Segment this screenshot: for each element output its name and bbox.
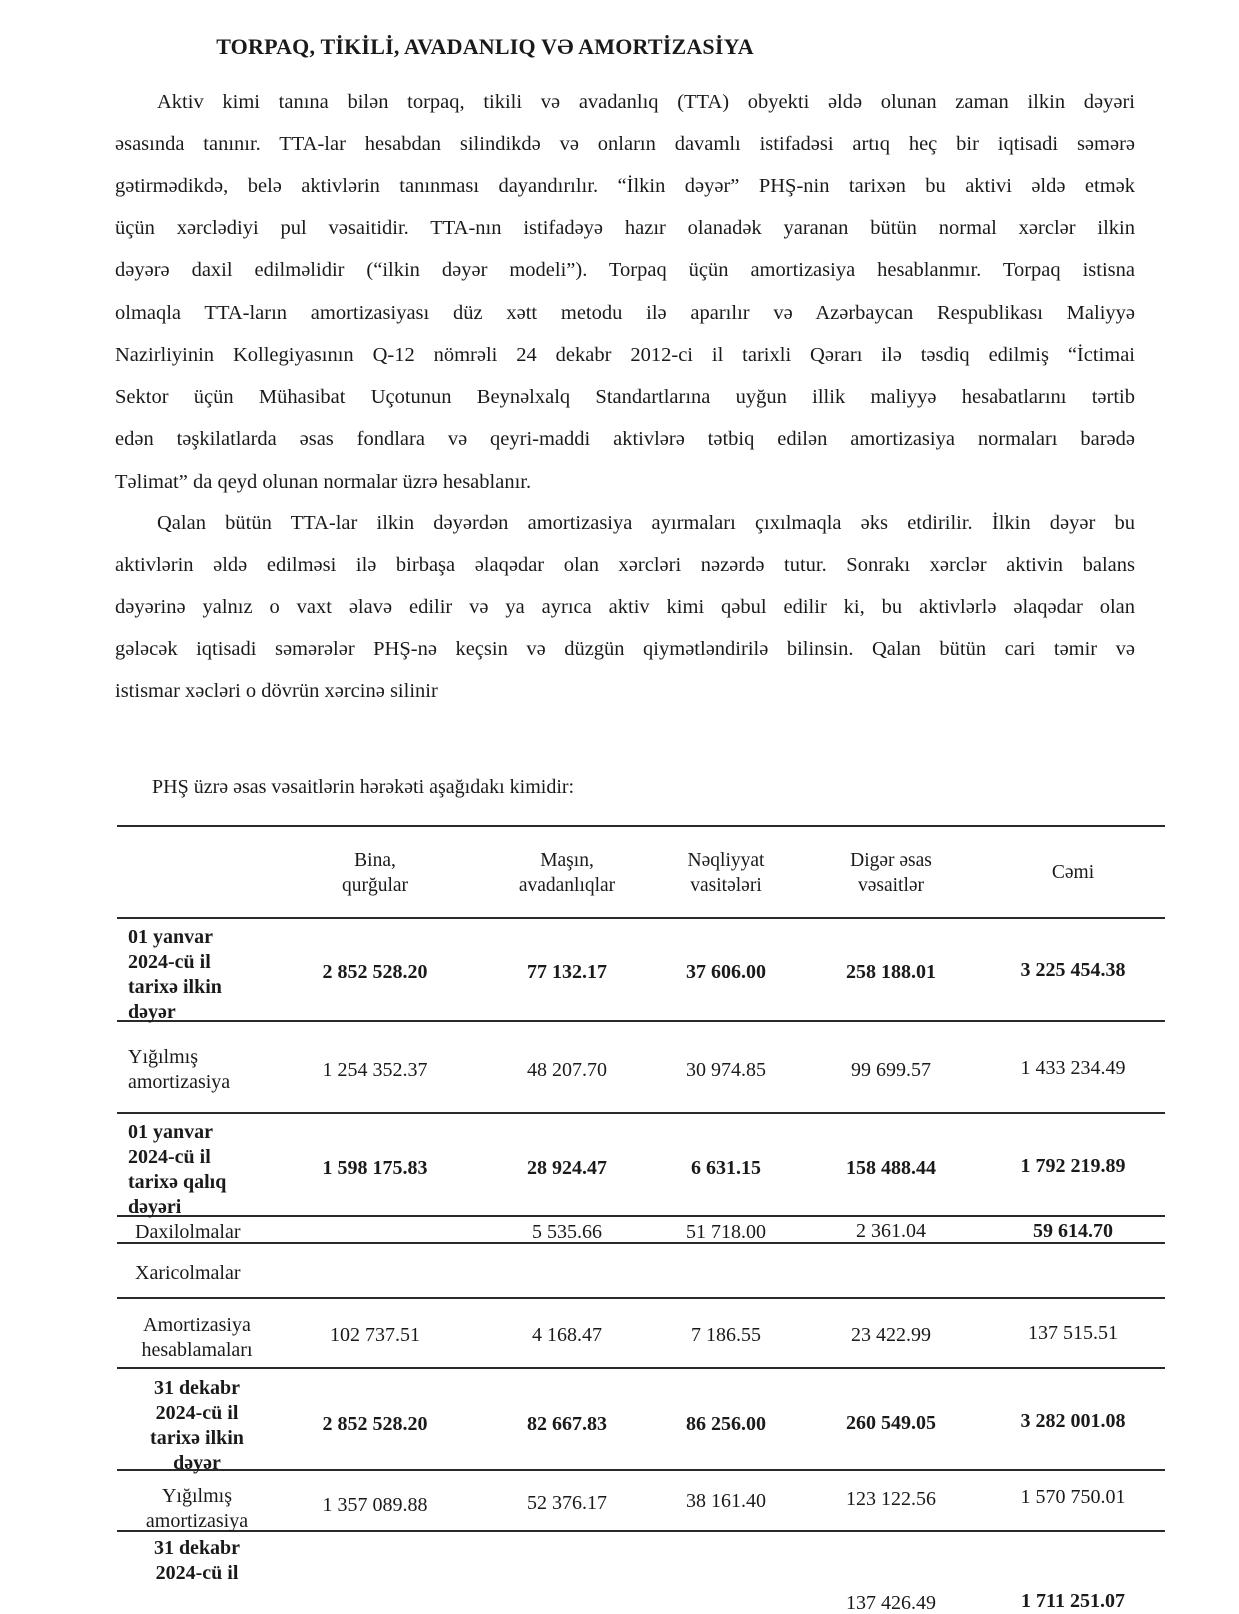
cell-value: 1 711 251.07 — [1021, 1590, 1125, 1612]
paragraph-line: dəyərə daxil edilməlidir (“ilkin dəyər modeli”). Torpaq üçün amortizasiya hesablanmır. Torpaq istisna — [115, 259, 1135, 281]
table-rule — [117, 1297, 1165, 1299]
paragraph-line: olmaqla TTA-ların amortizasiyası düz xətt metodu ilə aparılır və Azərbaycan Respublikası Maliyyə — [115, 302, 1135, 324]
row-label: 31 dekabr 2024-cü il tarixə ilkin dəyər — [150, 1377, 244, 1474]
cell-value: 2 852 528.20 — [322, 1413, 428, 1435]
cell-value: 7 186.55 — [691, 1324, 761, 1346]
table-rule — [117, 1367, 1165, 1369]
row-label: Amortizasiya hesablamaları — [141, 1314, 253, 1361]
column-header-other-assets: Digər əsas vəsaitlər — [850, 850, 932, 896]
table-rule — [117, 917, 1165, 919]
cell-value: 2 852 528.20 — [322, 961, 428, 983]
cell-value: 123 122.56 — [846, 1488, 936, 1510]
cell-value: 137 515.51 — [1028, 1322, 1118, 1344]
row-label: Daxilolmalar — [135, 1221, 241, 1243]
table-rule — [117, 1112, 1165, 1114]
cell-value: 137 426.49 — [846, 1592, 936, 1614]
cell-value: 51 718.00 — [686, 1221, 766, 1243]
table-rule — [117, 1020, 1165, 1022]
cell-value: 77 132.17 — [527, 961, 607, 983]
paragraph-line: gətirmədikdə, belə aktivlərin tanınması dayandırılır. “İlkin dəyər” PHŞ-nin tarixən bu aktivi əldə etmək — [115, 175, 1135, 197]
paragraph-line: Nazirliyinin Kollegiyasının Q-12 nömrəli 24 dekabr 2012-ci il tarixli Qərarı ilə təsdiq edilmiş “İctimai — [115, 344, 1135, 366]
cell-value: 258 188.01 — [846, 961, 936, 983]
column-header-total: Cəmi — [1051, 862, 1095, 883]
table-rule — [117, 1215, 1165, 1217]
cell-value: 38 161.40 — [686, 1490, 766, 1512]
cell-value: 30 974.85 — [686, 1059, 766, 1081]
paragraph-line: əsasında tanınır. TTA-lar hesabdan silindikdə və onların davamlı istifadəsi artıq heç bir iqtisadi səmərə — [115, 133, 1135, 155]
cell-value: 1 792 219.89 — [1020, 1155, 1126, 1177]
paragraph-line: Aktiv kimi tanına bilən torpaq, tikili və avadanlıq (TTA) obyekti əldə olunan zaman ilkin dəyəri — [157, 91, 1135, 113]
cell-value: 52 376.17 — [527, 1492, 607, 1514]
cell-value: 158 488.44 — [846, 1157, 936, 1179]
cell-value: 48 207.70 — [527, 1059, 607, 1081]
cell-value: 4 168.47 — [532, 1324, 602, 1346]
cell-value: 1 598 175.83 — [322, 1157, 428, 1179]
cell-value: 260 549.05 — [846, 1412, 936, 1434]
paragraph-line: gələcək iqtisadi səmərələr PHŞ-nə keçsin və düzgün qiymətləndirilə bilinsin. Qalan bütün cari təmir və — [115, 638, 1135, 660]
cell-value: 37 606.00 — [686, 961, 766, 983]
cell-value: 102 737.51 — [330, 1324, 420, 1346]
column-header-machinery: Maşın, avadanlıqlar — [518, 850, 616, 896]
cell-value: 99 699.57 — [851, 1059, 931, 1081]
section-title: TORPAQ, TİKİLİ, AVADANLIQ VƏ AMORTİZASİYA — [216, 34, 754, 59]
cell-value: 59 614.70 — [1033, 1220, 1113, 1242]
paragraph-line: Təlimat” da qeyd olunan normalar üzrə hesablanır. — [115, 471, 532, 493]
column-header-vehicles: Nəqliyyat vasitələri — [687, 850, 765, 896]
paragraph-line: istismar xəcləri o dövrün xərcinə silinir — [115, 680, 438, 702]
cell-value: 82 667.83 — [527, 1413, 607, 1435]
row-label: Yığılmış amortizasiya — [145, 1485, 249, 1532]
paragraph-line: aktivlərin əldə edilməsi ilə birbaşa əlaqədar olan xərcləri nəzərdə tutur. Sonrakı xərclər aktivin balans — [115, 554, 1135, 576]
table-row-closing-net-value — [0, 1536, 1239, 1614]
row-label: 01 yanvar 2024-cü il tarixə ilkin dəyər — [128, 926, 222, 1023]
cell-value: 2 361.04 — [856, 1220, 926, 1242]
paragraph-line: Qalan bütün TTA-lar ilkin dəyərdən amortizasiya ayırmaları çıxılmaqla əks etdirilir. İlkin dəyər bu — [157, 512, 1135, 534]
row-label: 31 dekabr 2024-cü il — [153, 1537, 241, 1584]
table-caption: PHŞ üzrə əsas vəsaitlərin hərəkəti aşağıdakı kimidir: — [152, 776, 575, 798]
cell-value: 28 924.47 — [527, 1157, 607, 1179]
paragraph-line: edən təşkilatlarda əsas fondlara və qeyri-maddi aktivlərə tətbiq edilən amortizasiya normaları barədə — [115, 428, 1135, 450]
cell-value: 1 570 750.01 — [1020, 1486, 1126, 1508]
cell-value: 1 254 352.37 — [322, 1059, 428, 1081]
paragraph-line: Sektor üçün Mühasibat Uçotunun Beynəlxalq Standartlarına uyğun illik maliyyə hesabatlarını tərtib — [115, 386, 1135, 408]
cell-value: 1 357 089.88 — [322, 1494, 428, 1516]
cell-value: 6 631.15 — [691, 1157, 761, 1179]
cell-value: 1 433 234.49 — [1020, 1057, 1126, 1079]
paragraph-line: dəyərinə yalnız o vaxt əlavə edilir və ya ayrıca aktiv kimi qəbul edilir ki, bu aktivlərlə əlaqədar olan — [115, 596, 1135, 618]
table-rule-top — [117, 825, 1165, 827]
column-header-buildings: Bina, qurğular — [341, 850, 409, 896]
cell-value: 23 422.99 — [851, 1324, 931, 1346]
row-label: Yığılmış amortizasiya — [128, 1046, 231, 1093]
cell-value: 3 225 454.38 — [1020, 959, 1126, 981]
paragraph-line: üçün xərclədiyi pul vəsaitidir. TTA-nın istifadəyə hazır olanadək yaranan bütün normal xərclər ilkin — [115, 217, 1135, 239]
cell-value: 5 535.66 — [532, 1221, 602, 1243]
cell-value: 86 256.00 — [686, 1413, 766, 1435]
row-label: Xaricolmalar — [135, 1262, 241, 1284]
row-label: 01 yanvar 2024-cü il tarixə qalıq dəyəri — [128, 1121, 227, 1218]
cell-value: 3 282 001.08 — [1020, 1410, 1126, 1432]
